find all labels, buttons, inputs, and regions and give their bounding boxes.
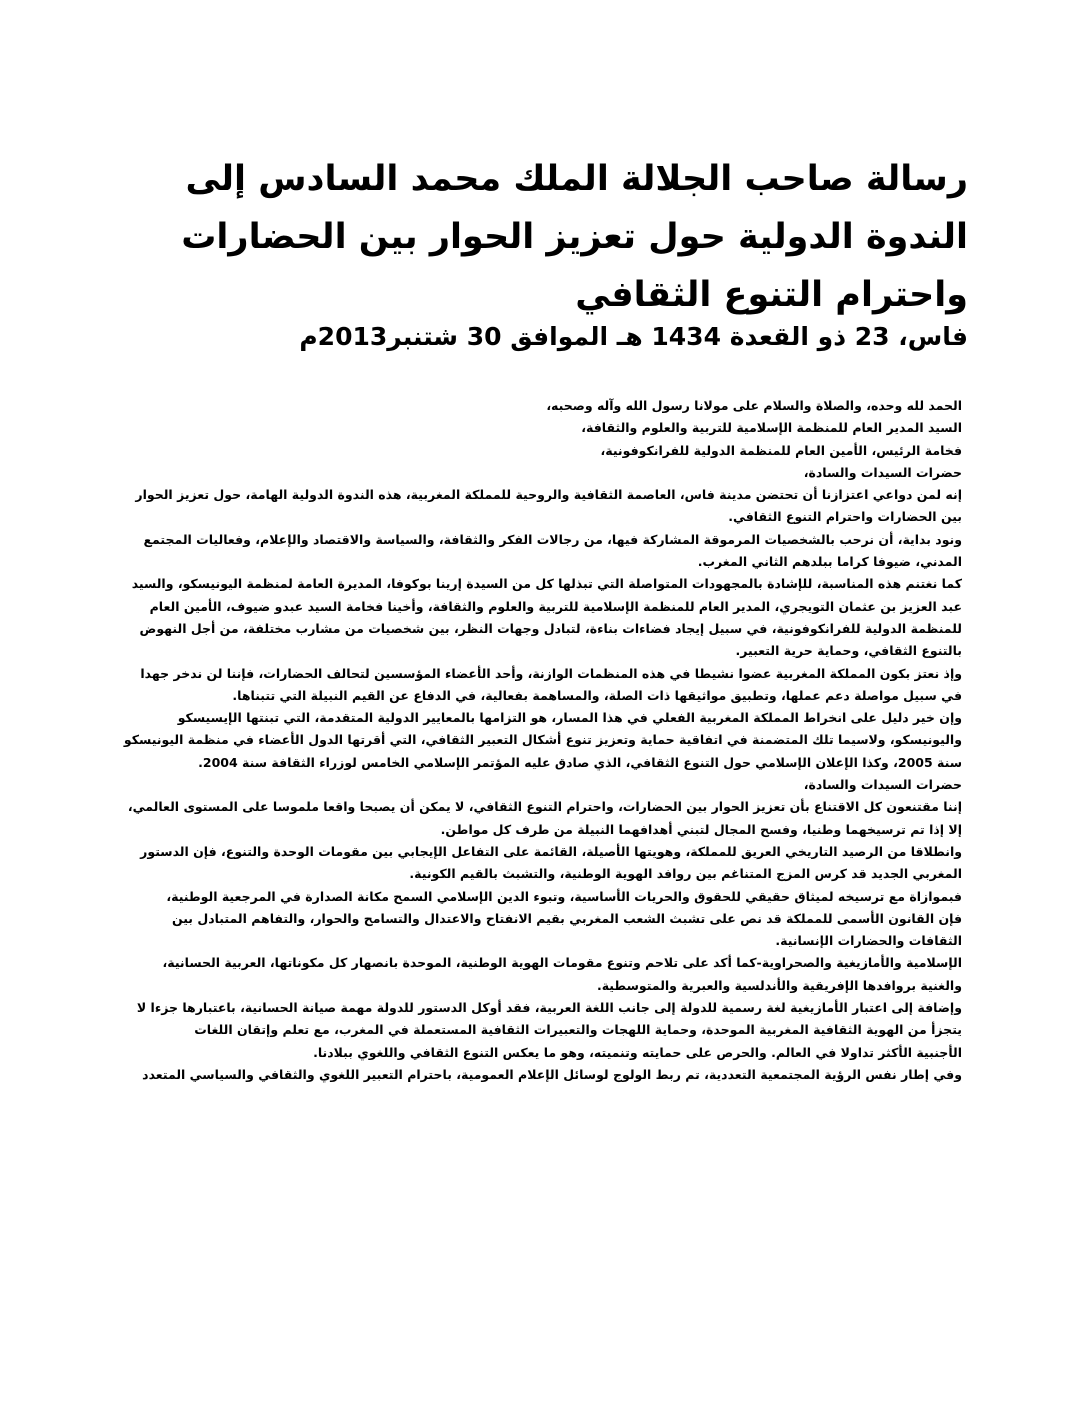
paragraph: إنه لمن دواعي اعتزازنا أن تحتضن مدينة فاس، العاصمة الثقافية والروحية للمملكة المغربية، هذه الندوة الدولية الهامة، حول تعزيز الحوار بين الحضارات واحترام التنوع الثقافي. <box>135 487 962 525</box>
paragraph: الحمد لله وحده، والصلاة والسلام على مولانا رسول الله وآله وصحبه، <box>546 398 962 413</box>
paragraph: وانطلاقا من الرصيد التاريخي العريق للمملكة، وهويتها الأصيلة، القائمة على التفاعل الإيجابي بين مقومات الوحدة والتنوع، فإن الدستور المغربي الجديد قد كرس المزج المتناغم بين روافد الهوية الوطنية، والتشبث بالقيم الكونية. <box>140 843 962 882</box>
paragraph: فبموازاة مع ترسيخه لميثاق حقيقي للحقوق والحريات الأساسية، وتبوء الدين الإسلامي السمح مكانة الصدارة في المرجعية الوطنية، <box>166 888 962 904</box>
paragraph: وإن خير دليل على انخراط المملكة المغربية الفعلي في هذا المسار، هو التزامها بالمعايير الدولية المتقدمة، التي تبنتها الإيسيسكو واليونيسكو، ولاسيما تلك المتضمنة في اتفاقية حماية وتعزيز تنوع أشكال التعبير الثقافي، التي أقرتها الدول الأعضاء في منظمة اليونيسكو سنة 2005، وكذا الإعلان الإسلامي حول التنوع الثقافي، الذي صادق عليه المؤتمر الإسلامي الخامس لوزراء الثقافة سنة 2004. <box>123 710 962 770</box>
document-title: رسالة صاحب الجلالة الملك محمد السادس إلى الندوة الدولية حول تعزيز الحوار بين الحضارات واحترام التنوع الثقافي <box>181 159 968 315</box>
paragraph: السيد المدير العام للمنظمة الإسلامية للتربية والعلوم والثقافة، <box>581 420 962 436</box>
paragraph: ونود بداية، أن نرحب بالشخصيات المرموقة المشاركة فيها، من رجالات الفكر والثقافة، والسياسة والاقتصاد والإعلام، وفعاليات المجتمع المدني، ضيوفا كراما ببلدهم الثاني المغرب. <box>143 531 962 570</box>
paragraph: وفي إطار نفس الرؤية المجتمعية التعددية، تم ربط الولوج لوسائل الإعلام العمومية، باحترام التعبير اللغوي والثقافي والسياسي المتعدد <box>142 1066 962 1082</box>
paragraph: كما نغتنم هذه المناسبة، للإشادة بالمجهودات المتواصلة التي تبذلها كل من السيدة إرينا بوكوفا، المديرة العامة لمنظمة اليونيسكو، والسيد <box>131 576 962 592</box>
paragraph: عبد العزيز بن عثمان التويجري، المدير العام للمنظمة الإسلامية للتربية والعلوم والثقافة، وأخينا فخامة السيد عبدو ضيوف، الأمين العام للمنظمة الدولية للفرانكوفونية، في سبيل إيجاد فضاءات بناءة، لتبادل وجهات النظر، بين شخصيات من مشارب مختلفة، من أجل النهوض بالتنوع الثقافي، وحماية حرية التعبير. <box>139 598 962 659</box>
paragraph: وإذ نعتز بكون المملكة المغربية عضوا نشيطا في هذه المنظمات الوازنة، وأحد الأعضاء المؤسسين لتحالف الحضارات، فإننا لن ندخر جهدا في سبيل مواصلة دعم عملها، وتطبيق مواثيقها ذات الصلة، والمساهمة بفعالية، في الدفاع عن القيم النبيلة التي تتبناها. <box>140 665 962 703</box>
paragraph: الأجنبية الأكثر تداولا في العالم. والحرص على حمايته وتنميته، وهو ما يعكس التنوع الثقافي واللغوي ببلادنا. <box>313 1044 962 1060</box>
paragraph: إننا مقتنعون كل الاقتناع بأن تعزيز الحوار بين الحضارات، واحترام التنوع الثقافي، لا يمكن أن يصبحا واقعا ملموسا على المستوى العالمي، إلا إذا تم ترسيخهما وطنيا، وفسح المجال لتبني أهدافهما النبيلة من طرف كل مواطن. <box>127 799 962 837</box>
document-body <box>120 395 962 1086</box>
paragraph: فخامة الرئيس، الأمين العام للمنظمة الدولية للفرانكوفونية، <box>600 442 962 458</box>
paragraph: فإن القانون الأسمى للمملكة قد نص على تشبث الشعب المغربي بقيم الانفتاح والاعتدال والتسامح والحوار، والتفاهم المتبادل بين الثقافات والحضارات الإنسانية. <box>171 910 962 949</box>
paragraph: حضرات السيدات والسادة، <box>803 777 962 793</box>
date-line: فاس، 23 ذو القعدة 1434 هـ الموافق 30 شتنبر2013م <box>299 322 968 351</box>
paragraph: الإسلامية والأمازيغية والصحراوية-كما أكد على تلاحم وتنوع مقومات الهوية الوطنية، الموحدة بانصهار كل مكوناتها، العربية الحسانية، والغنية بروافدها الإفريقية والأندلسية والعبرية والمتوسطية. <box>162 955 962 993</box>
paragraph: وإضافة إلى اعتبار الأمازيغية لغة رسمية للدولة إلى جانب اللغة العربية، فقد أوكل الدستور للدولة مهمة صيانة الحسانية، باعتبارها جزءا لا يتجزأ من الهوية الثقافية المغربية الموحدة، وحماية اللهجات والتعبيرات الثقافية المستعملة في المغرب، مع تعلم وإتقان اللغات <box>136 1000 962 1038</box>
paragraph: حضرات السيدات والسادة، <box>803 464 962 480</box>
